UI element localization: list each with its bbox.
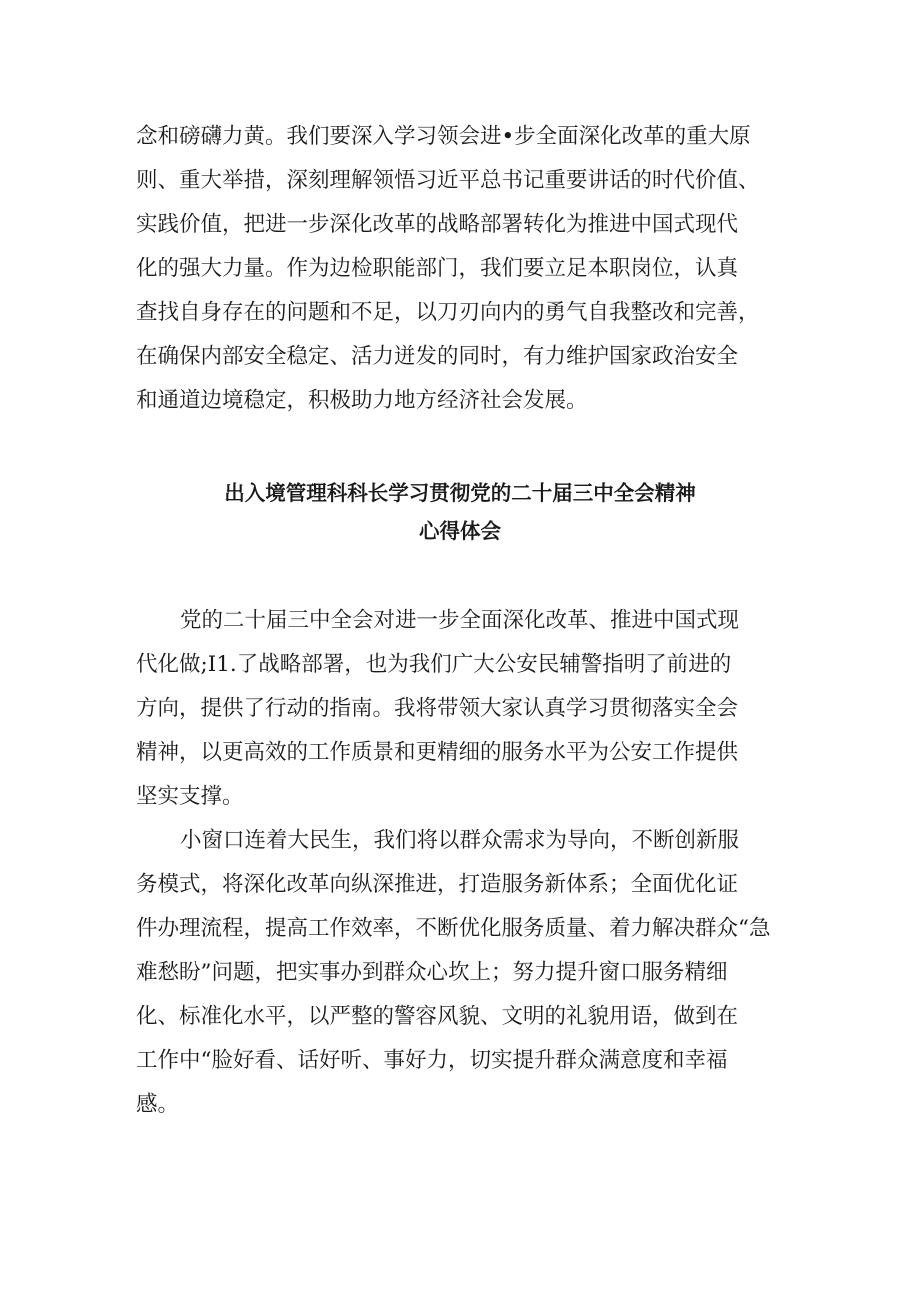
article-title-line-1: 出入境管理科科长学习贯彻党的二十届三中全会精神: [224, 481, 696, 505]
text-line: 和通道边境稳定，积极助力地方经济社会发展。: [136, 388, 588, 413]
text-line: 工作中“脸好看、话好听、事好力，切实提升群众满意度和幸福: [136, 1048, 728, 1073]
text-line: 实践价值，把进一步深化改革的战略部署转化为推进中国式现代: [136, 212, 739, 237]
text-line: 感。: [136, 1092, 180, 1117]
text-line: 化、标准化水平，以严整的警容风貌、文明的礼貌用语，做到在: [136, 1004, 739, 1029]
text-line: 务模式，将深化改革向纵深推进，打造服务新体系；全面优化证: [136, 872, 739, 897]
article-title-line-2: 心得体会: [419, 519, 501, 543]
text-line: 党的二十届三中全会对进一步全面深化改革、推进中国式现: [180, 608, 740, 633]
text-line: 念和磅礴力黄。我们要深入学习领会进•步全面深化改革的重大原: [136, 124, 751, 149]
text-line: 坚实支撑。: [136, 784, 244, 809]
text-line: 化的强大力量。作为边检职能部门，我们要立足本职岗位，认真: [136, 256, 739, 281]
text-line: 则、重大举措，深刻理解领悟习近平总书记重要讲话的时代价值、: [136, 168, 760, 193]
text-line: 代化做;I1.了战略部署，也为我们广大公安民辅警指明了前进的: [136, 652, 732, 677]
text-line: 小窗口连着大民生，我们将以群众需求为导向，不断创新服: [180, 828, 740, 853]
text-line: 件办理流程，提高工作效率，不断优化服务质量、着力解决群众“急: [136, 916, 771, 941]
text-line: 查找自身存在的问题和不足，以刀刃向内的勇气自我整改和完善，: [136, 300, 760, 325]
text-line: 在确保内部安全稳定、活力迸发的同时，有力维护国家政治安全: [136, 344, 739, 369]
text-line: 难愁盼”问题，把实事办到群众心坎上；努力提升窗口服务精细: [136, 960, 728, 985]
text-line: 精神，以更高效的工作质景和更精细的服务水平为公安工作提供: [136, 740, 739, 765]
text-line: 方向，提供了行动的指南。我将带领大家认真学习贯彻落实全会: [136, 696, 739, 721]
